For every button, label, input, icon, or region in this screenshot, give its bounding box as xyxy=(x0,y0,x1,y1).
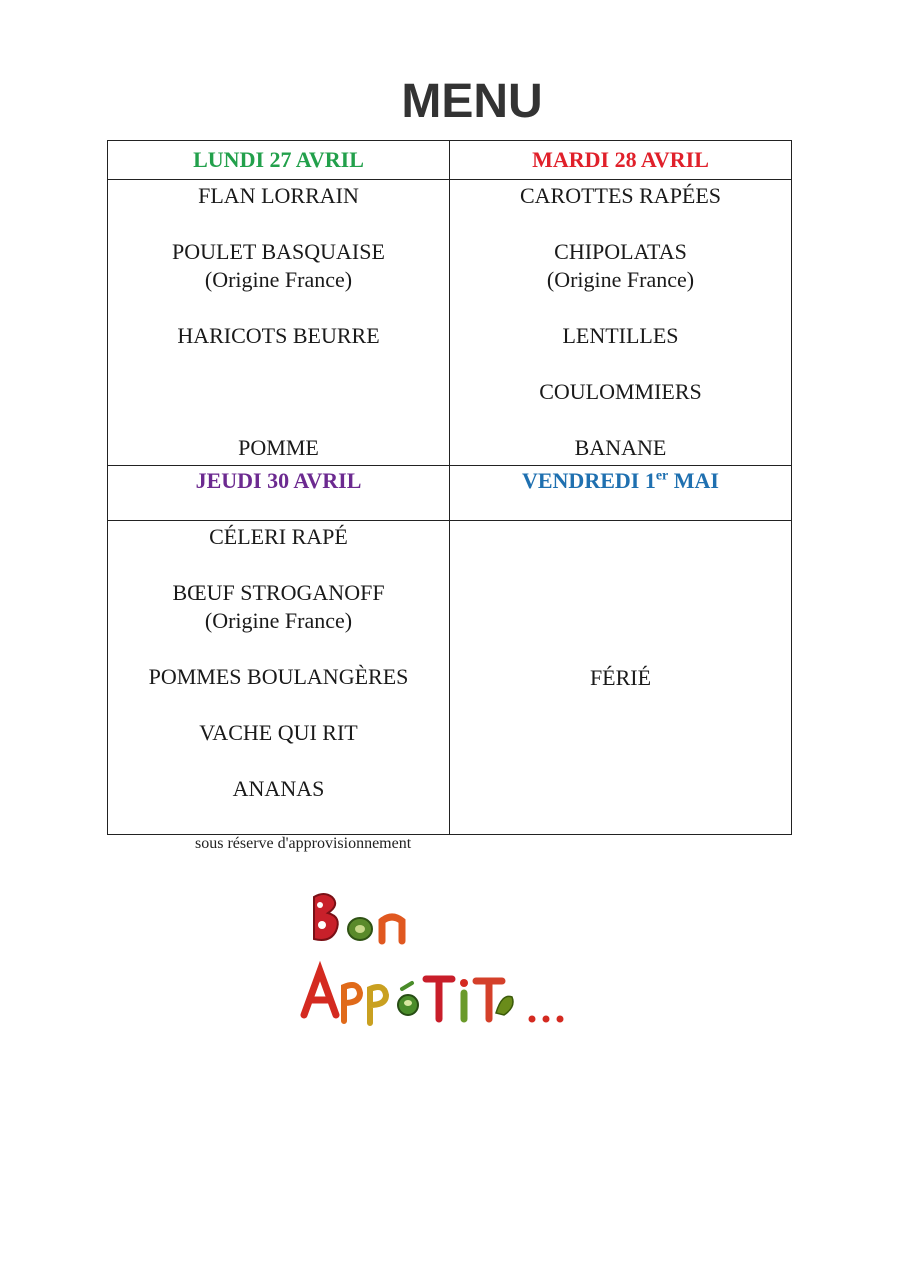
page-title: MENU xyxy=(401,75,543,128)
dish: COULOMMIERS xyxy=(539,379,702,404)
supply-note: sous réserve d'approvisionnement xyxy=(195,835,412,852)
dish: BŒUF STROGANOFF xyxy=(172,580,385,605)
logo-appetit xyxy=(304,971,564,1023)
dish: CÉLERI RAPÉ xyxy=(209,524,348,549)
logo-bon xyxy=(314,894,402,941)
dish-origin: (Origine France) xyxy=(546,267,695,292)
day-header-tuesday: MARDI 28 AVRIL xyxy=(450,141,792,180)
dish: ANANAS xyxy=(232,776,325,801)
dish: POULET BASQUAISE xyxy=(172,239,385,264)
dish: FLAN LORRAIN xyxy=(198,183,359,208)
dish: CHIPOLATAS xyxy=(554,239,687,264)
dish-origin: (Origine France) xyxy=(204,608,353,633)
menu-table xyxy=(107,140,792,835)
dish: CAROTTES RAPÉES xyxy=(519,183,722,208)
dish: VACHE QUI RIT xyxy=(199,720,358,745)
menu-cell-thursday xyxy=(108,521,450,835)
dish: POMMES BOULANGÈRES xyxy=(148,664,409,689)
day-header-thursday: JEUDI 30 AVRIL xyxy=(108,466,450,521)
dish: LENTILLES xyxy=(562,323,679,348)
menu-cell-monday xyxy=(108,180,450,466)
dish: POMME xyxy=(238,435,319,460)
menu-cell-friday: FÉRIÉ xyxy=(450,521,792,835)
bon-appetit-logo xyxy=(300,885,600,1030)
dish: BANANE xyxy=(574,435,667,460)
day-header-monday: LUNDI 27 AVRIL xyxy=(108,141,450,180)
dish-origin: (Origine France) xyxy=(204,267,353,292)
day-header-friday: VENDREDI 1er MAI xyxy=(450,466,792,521)
dish: HARICOTS BEURRE xyxy=(177,323,380,348)
menu-cell-tuesday xyxy=(450,180,792,466)
